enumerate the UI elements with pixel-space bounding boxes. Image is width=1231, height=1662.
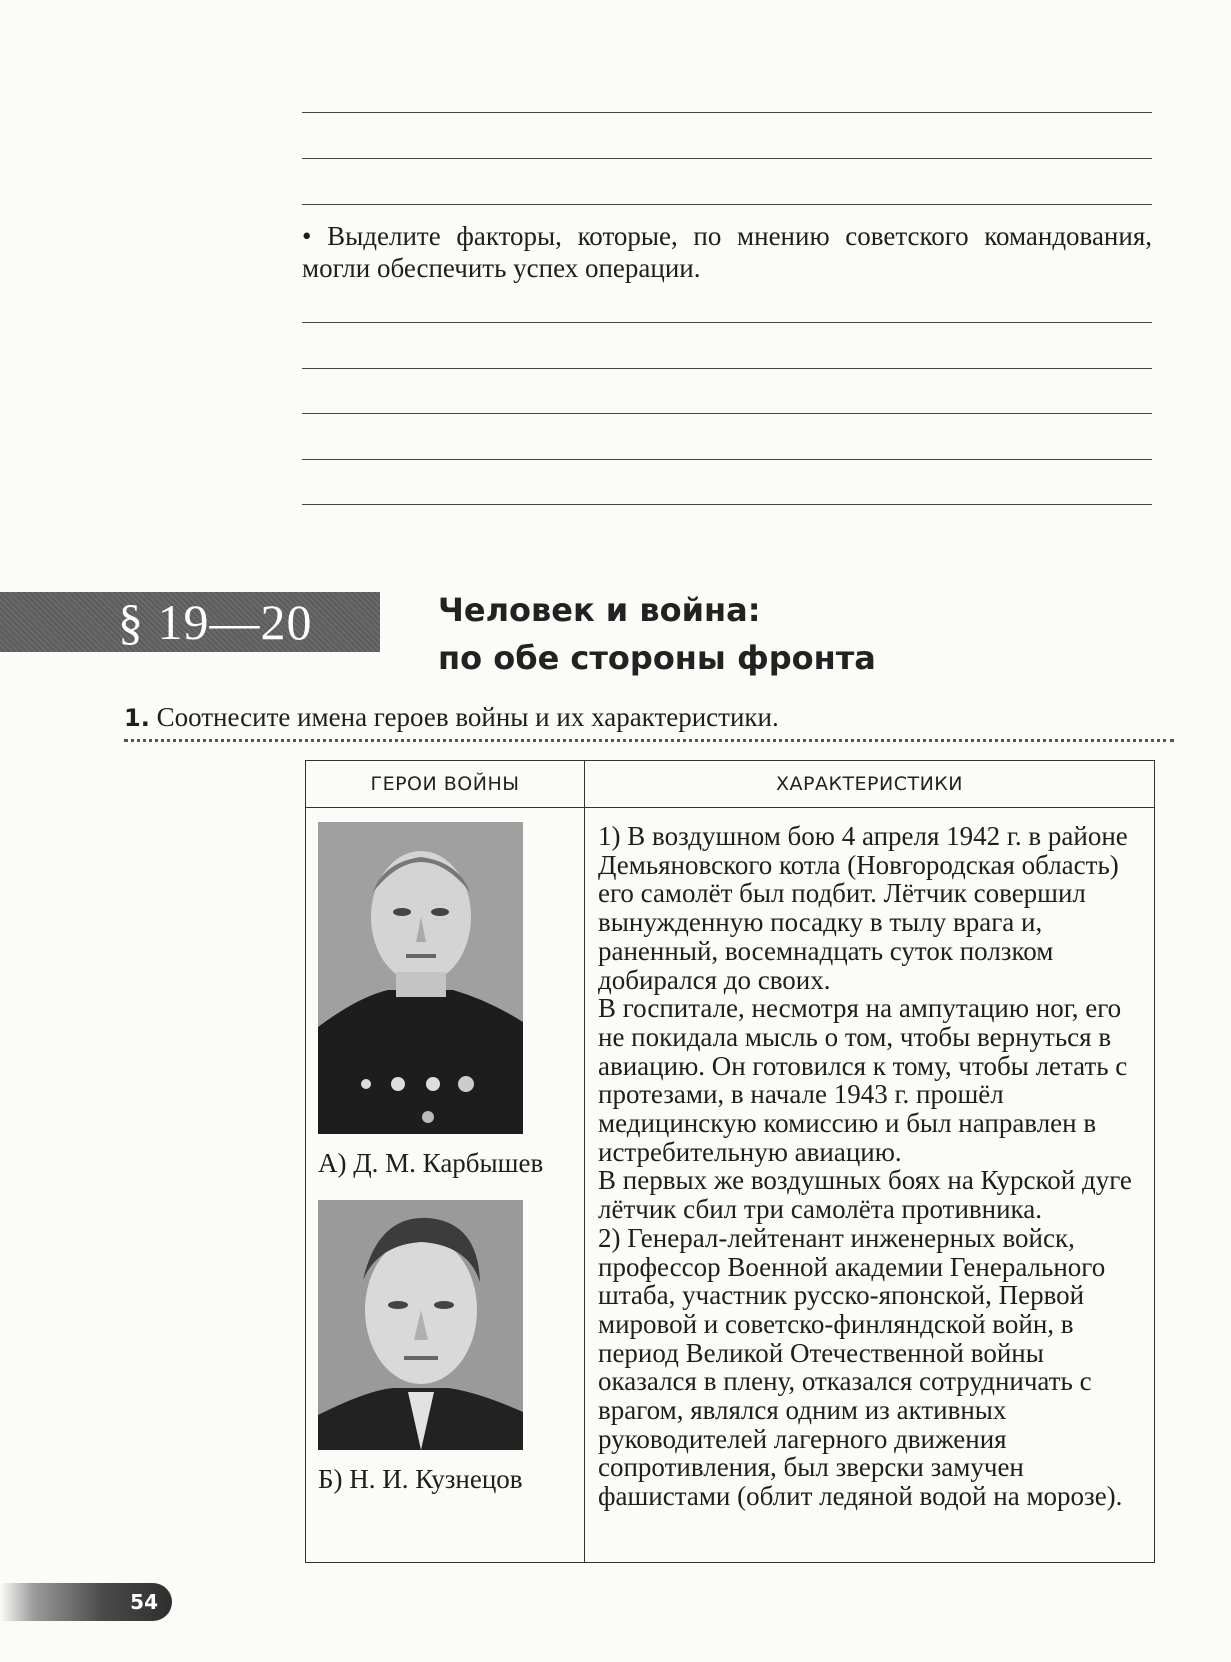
task-text: Соотнесите имена героев войны и их характеристики. xyxy=(156,702,779,732)
portrait-kuznetsov xyxy=(318,1200,523,1450)
page-number: 54 xyxy=(130,1590,158,1614)
answer-line[interactable] xyxy=(302,158,1152,159)
characteristic-1-part2: В госпитале, несмотря на ампутацию ног, его не покидала мысль о том, чтобы вернуться в авиацию. Он готовился к тому, чтобы летать с протезами, в начале 1943 г. прошёл медицинскую комиссию и был направлен в истребительную авиацию. xyxy=(598,993,1128,1167)
answer-line[interactable] xyxy=(302,112,1152,113)
table-header-row xyxy=(306,761,1155,808)
characteristic-2: 2) Генерал-лейтенант инженерных войск, профессор Военной академии Генерального штаба, участник русско-японской, Первой мировой и советско-финляндской войн, в период Великой Отечественной войны оказался в плену, отказался сотрудничать с врагом, являлся одним из активных руководителей лагерного движения сопротивления, был зверски замучен фашистами (облит ледяной водой на морозе). xyxy=(598,1222,1123,1512)
table-row xyxy=(306,808,1155,1563)
section-title-line1: Человек и война: xyxy=(438,591,761,629)
hero-label-b: Б) Н. И. Кузнецов xyxy=(318,1464,523,1494)
task-number: 1. xyxy=(124,704,150,732)
section-title xyxy=(438,586,998,682)
answer-line[interactable] xyxy=(302,204,1152,205)
header-characteristics: ХАРАКТЕРИСТИКИ xyxy=(585,761,1155,808)
hero-label-a: А) Д. М. Карбышев xyxy=(318,1148,544,1178)
characteristics-cell xyxy=(585,808,1155,1563)
portrait-karbyshev xyxy=(318,822,523,1134)
header-heroes: ГЕРОИ ВОЙНЫ xyxy=(306,761,585,808)
characteristic-1-part1: 1) В воздушном бою 4 апреля 1942 г. в районе Демьяновского котла (Новгородская область) его самолёт был подбит. Лётчик совершил вынужденную посадку в тылу врага и, раненный, восемнадцать суток ползком добирался до своих. xyxy=(598,821,1128,995)
answer-line[interactable] xyxy=(302,504,1152,505)
heroes-cell xyxy=(306,808,585,1563)
section-title-line2: по обе стороны фронта xyxy=(438,639,876,677)
page-number-tab xyxy=(0,1583,172,1621)
answer-line[interactable] xyxy=(302,368,1152,369)
answer-line[interactable] xyxy=(302,322,1152,323)
section-number: § 19—20 xyxy=(118,594,313,650)
task-1-prompt xyxy=(124,700,1174,742)
answer-line[interactable] xyxy=(302,459,1152,460)
heroes-table xyxy=(305,760,1155,1563)
answer-line[interactable] xyxy=(302,413,1152,414)
characteristic-1-part3: В первых же воздушных боях на Курской дуге лётчик сбил три самолёта противника. xyxy=(598,1165,1132,1225)
previous-task-bullet: • Выделите факторы, которые, по мнению советского командования, могли обеспечить успех операции. xyxy=(302,221,1152,283)
